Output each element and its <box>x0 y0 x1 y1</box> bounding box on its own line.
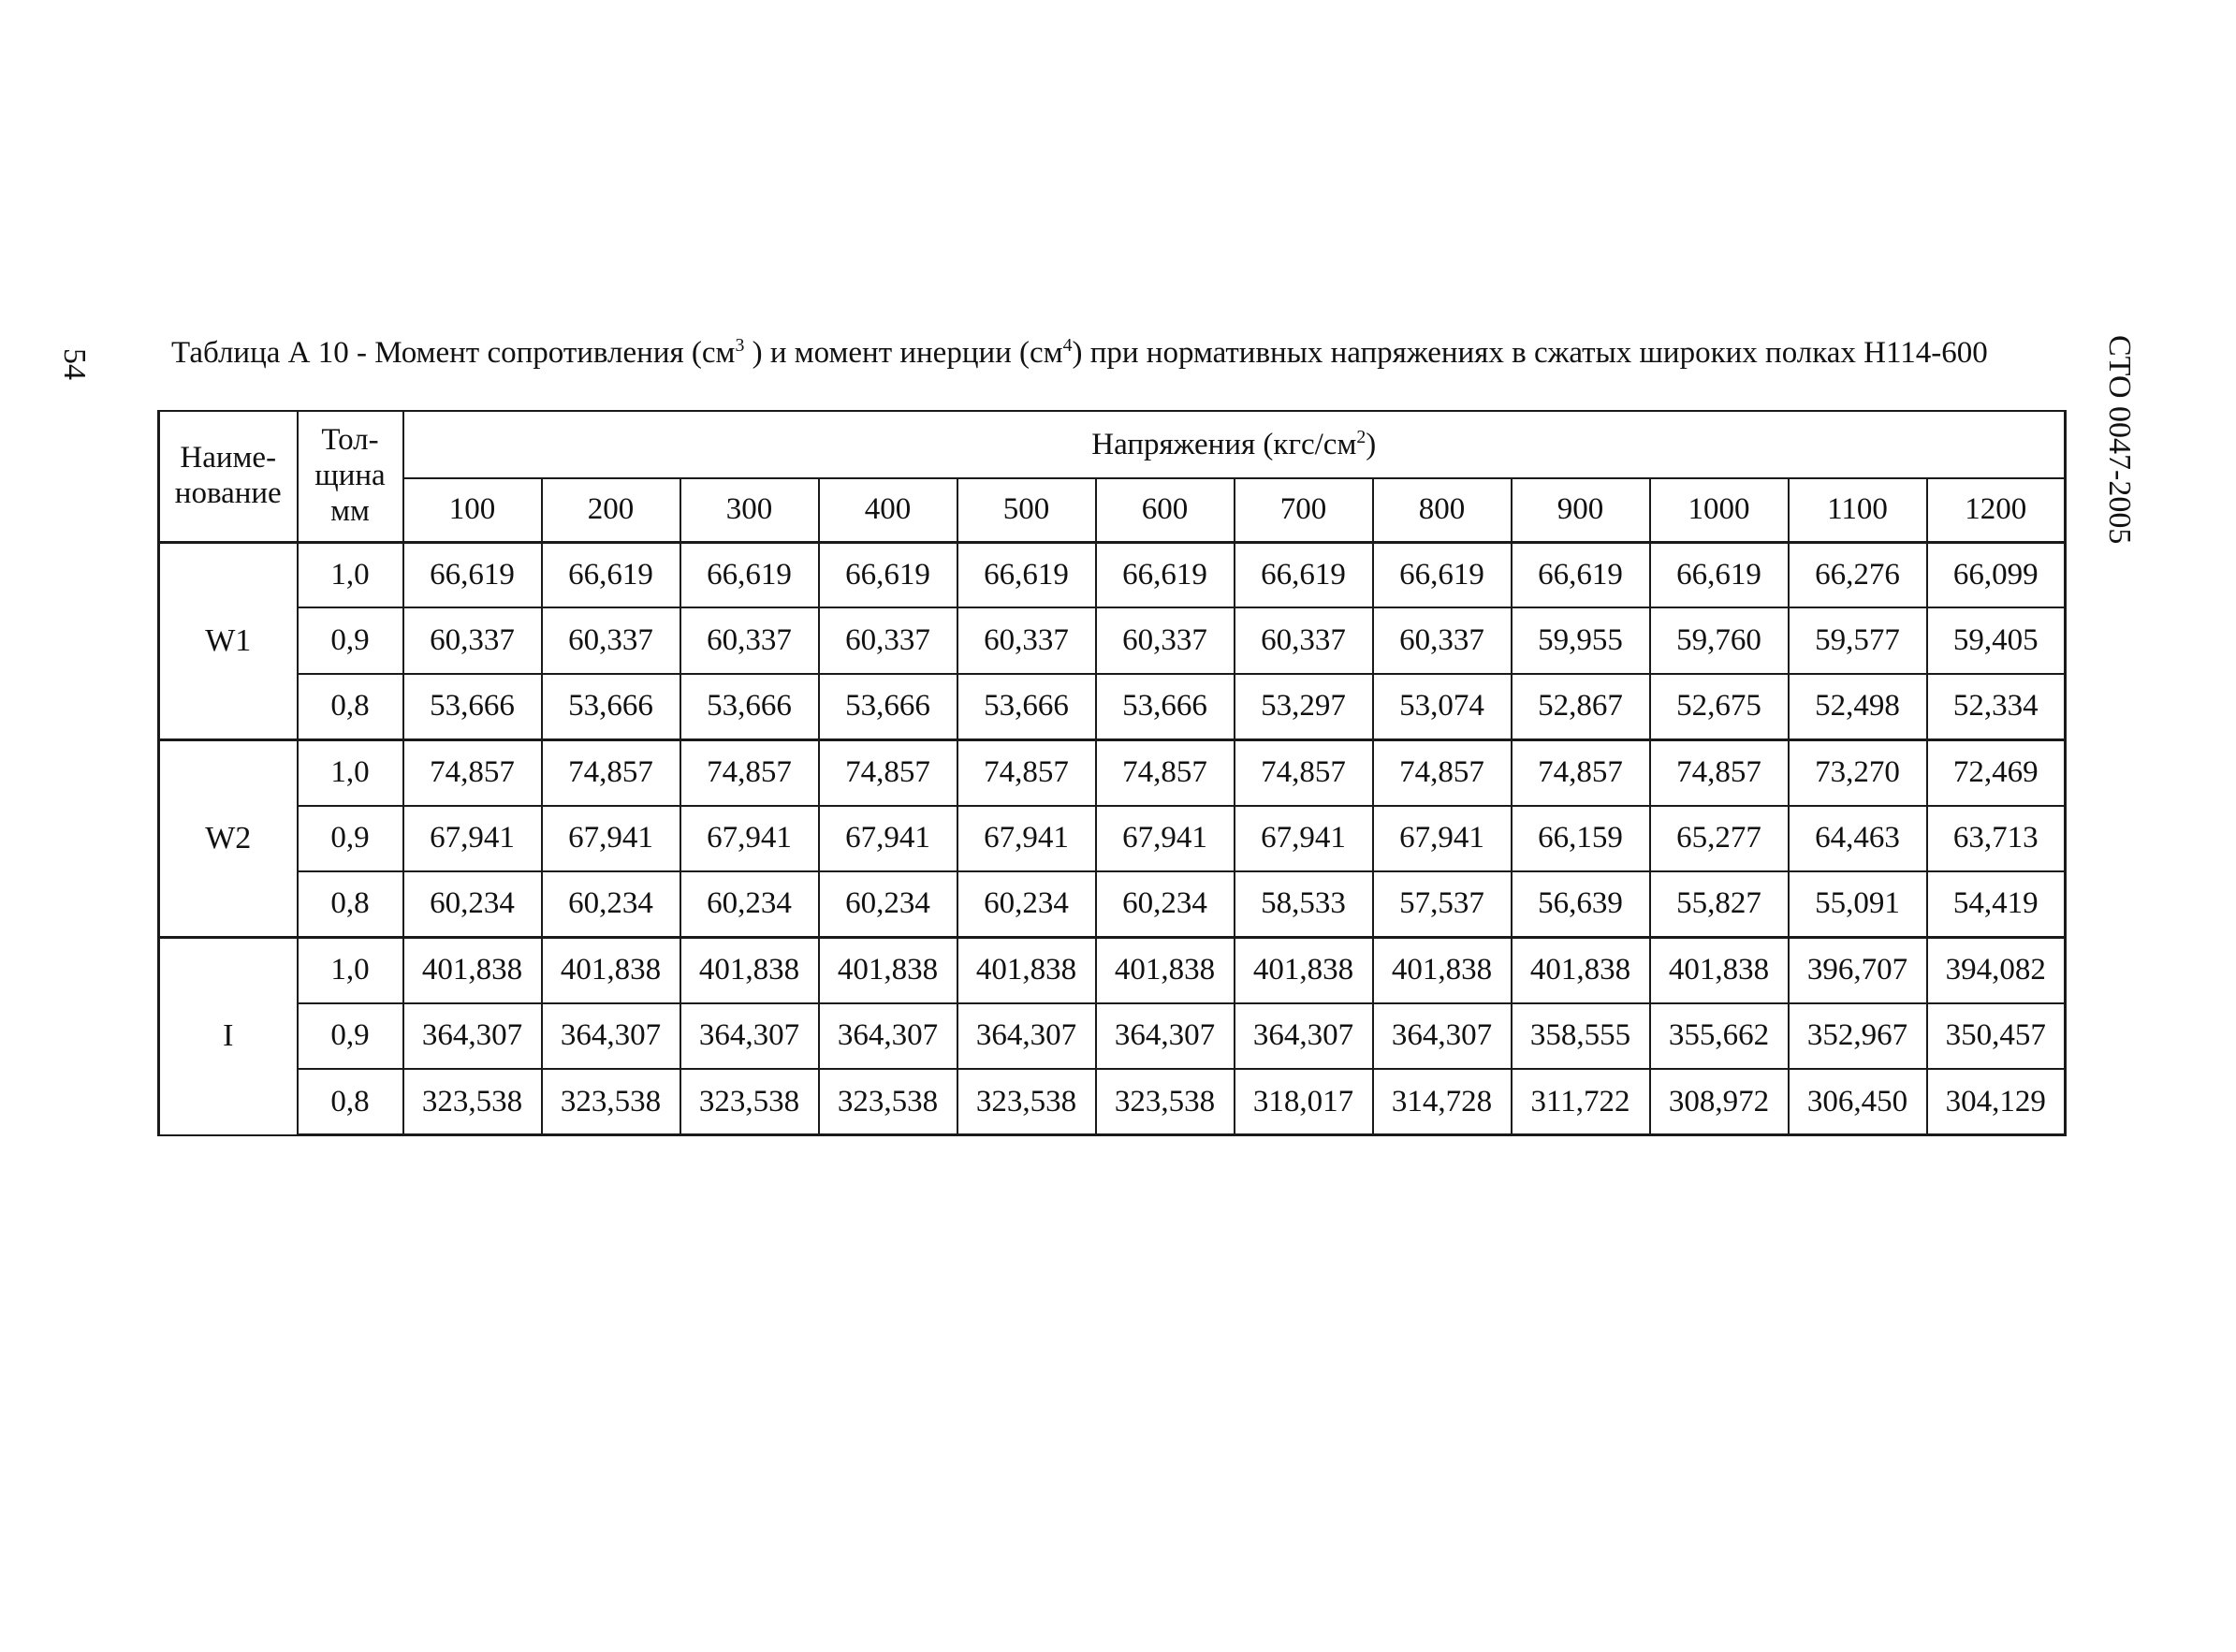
value-cell: 73,270 <box>1789 739 1927 805</box>
thickness-label-part3: мм <box>330 493 370 528</box>
value-cell: 350,457 <box>1927 1003 2066 1069</box>
value-cell: 66,619 <box>1650 542 1789 607</box>
group-name-cell: W1 <box>159 542 298 739</box>
value-cell: 401,838 <box>1512 937 1650 1002</box>
value-cell: 60,337 <box>542 607 680 673</box>
value-cell: 401,838 <box>1235 937 1373 1002</box>
value-cell: 53,666 <box>542 674 680 739</box>
value-cell: 401,838 <box>957 937 1096 1002</box>
stress-exponent: 2 <box>1356 426 1366 447</box>
value-cell: 394,082 <box>1927 937 2066 1002</box>
value-cell: 401,838 <box>403 937 542 1002</box>
value-cell: 52,867 <box>1512 674 1650 739</box>
value-cell: 323,538 <box>819 1069 957 1135</box>
value-cell: 401,838 <box>1096 937 1235 1002</box>
value-cell: 364,307 <box>680 1003 819 1069</box>
value-cell: 53,666 <box>680 674 819 739</box>
value-cell: 306,450 <box>1789 1069 1927 1135</box>
value-cell: 67,941 <box>819 806 957 871</box>
stress-moment-table <box>157 410 2067 1136</box>
value-cell: 396,707 <box>1789 937 1927 1002</box>
caption-exponent-2: 4 <box>1062 335 1073 356</box>
value-cell: 66,099 <box>1927 542 2066 607</box>
value-cell: 323,538 <box>403 1069 542 1135</box>
value-cell: 60,337 <box>680 607 819 673</box>
value-cell: 308,972 <box>1650 1069 1789 1135</box>
value-cell: 67,941 <box>403 806 542 871</box>
thickness-cell: 0,8 <box>298 1069 403 1135</box>
value-cell: 74,857 <box>957 739 1096 805</box>
table-header <box>159 411 2066 542</box>
value-cell: 323,538 <box>957 1069 1096 1135</box>
value-cell: 66,619 <box>957 542 1096 607</box>
value-cell: 304,129 <box>1927 1069 2066 1135</box>
thickness-cell: 0,8 <box>298 871 403 937</box>
value-cell: 60,234 <box>542 871 680 937</box>
value-cell: 67,941 <box>1373 806 1512 871</box>
value-cell: 66,619 <box>819 542 957 607</box>
value-cell: 74,857 <box>1650 739 1789 805</box>
value-cell: 74,857 <box>1373 739 1512 805</box>
value-cell: 74,857 <box>1235 739 1373 805</box>
stress-column-header: 700 <box>1235 478 1373 542</box>
name-column-header <box>159 411 298 542</box>
table-row <box>159 937 2066 1002</box>
table-row <box>159 607 2066 673</box>
value-cell: 54,419 <box>1927 871 2066 937</box>
value-cell: 57,537 <box>1373 871 1512 937</box>
value-cell: 52,675 <box>1650 674 1789 739</box>
value-cell: 67,941 <box>680 806 819 871</box>
value-cell: 59,760 <box>1650 607 1789 673</box>
value-cell: 60,234 <box>403 871 542 937</box>
value-cell: 401,838 <box>819 937 957 1002</box>
value-cell: 60,234 <box>957 871 1096 937</box>
value-cell: 74,857 <box>403 739 542 805</box>
value-cell: 74,857 <box>1512 739 1650 805</box>
value-cell: 323,538 <box>1096 1069 1235 1135</box>
table-row <box>159 806 2066 871</box>
value-cell: 66,619 <box>1373 542 1512 607</box>
value-cell: 314,728 <box>1373 1069 1512 1135</box>
group-name-cell: I <box>159 937 298 1134</box>
value-cell: 59,577 <box>1789 607 1927 673</box>
stress-column-header: 1100 <box>1789 478 1927 542</box>
value-cell: 66,619 <box>680 542 819 607</box>
value-cell: 74,857 <box>680 739 819 805</box>
value-cell: 56,639 <box>1512 871 1650 937</box>
table-row <box>159 1069 2066 1135</box>
value-cell: 355,662 <box>1650 1003 1789 1069</box>
thickness-cell: 1,0 <box>298 937 403 1002</box>
value-cell: 401,838 <box>680 937 819 1002</box>
caption-middle: ) и момент инерции (см <box>752 336 1063 370</box>
stress-column-header: 400 <box>819 478 957 542</box>
value-cell: 55,827 <box>1650 871 1789 937</box>
thickness-cell: 0,9 <box>298 607 403 673</box>
stress-label: Напряжения (кгс/см <box>1091 427 1357 461</box>
value-cell: 60,234 <box>819 871 957 937</box>
value-cell: 364,307 <box>542 1003 680 1069</box>
value-cell: 53,666 <box>403 674 542 739</box>
stress-column-header: 300 <box>680 478 819 542</box>
thickness-label-part1: Тол- <box>321 422 379 457</box>
value-cell: 364,307 <box>1096 1003 1235 1069</box>
value-cell: 66,619 <box>542 542 680 607</box>
value-cell: 67,941 <box>957 806 1096 871</box>
thickness-cell: 1,0 <box>298 542 403 607</box>
value-cell: 66,619 <box>1096 542 1235 607</box>
value-cell: 60,234 <box>1096 871 1235 937</box>
value-cell: 60,337 <box>819 607 957 673</box>
value-cell: 60,337 <box>957 607 1096 673</box>
stress-values-row <box>159 478 2066 542</box>
stress-column-header: 500 <box>957 478 1096 542</box>
value-cell: 67,941 <box>542 806 680 871</box>
stress-column-header: 200 <box>542 478 680 542</box>
value-cell: 364,307 <box>819 1003 957 1069</box>
thickness-cell: 1,0 <box>298 739 403 805</box>
value-cell: 60,234 <box>680 871 819 937</box>
value-cell: 72,469 <box>1927 739 2066 805</box>
value-cell: 59,955 <box>1512 607 1650 673</box>
value-cell: 74,857 <box>542 739 680 805</box>
value-cell: 66,619 <box>403 542 542 607</box>
value-cell: 323,538 <box>680 1069 819 1135</box>
stress-column-header: 1200 <box>1927 478 2066 542</box>
caption-suffix: ) при нормативных напряжениях в сжатых широких полках Н114-600 <box>1072 336 1988 370</box>
value-cell: 364,307 <box>1235 1003 1373 1069</box>
value-cell: 66,619 <box>1512 542 1650 607</box>
value-cell: 66,619 <box>1235 542 1373 607</box>
value-cell: 364,307 <box>957 1003 1096 1069</box>
value-cell: 65,277 <box>1650 806 1789 871</box>
table-row <box>159 674 2066 739</box>
table-row <box>159 739 2066 805</box>
value-cell: 53,666 <box>819 674 957 739</box>
value-cell: 364,307 <box>1373 1003 1512 1069</box>
stress-close: ) <box>1366 427 1377 461</box>
value-cell: 60,337 <box>1235 607 1373 673</box>
thickness-cell: 0,9 <box>298 1003 403 1069</box>
stress-group-header <box>403 411 2066 478</box>
value-cell: 67,941 <box>1096 806 1235 871</box>
page-number: 54 <box>57 348 92 380</box>
value-cell: 53,666 <box>1096 674 1235 739</box>
value-cell: 318,017 <box>1235 1069 1373 1135</box>
thickness-cell: 0,8 <box>298 674 403 739</box>
value-cell: 59,405 <box>1927 607 2066 673</box>
value-cell: 60,337 <box>403 607 542 673</box>
name-label-part2: нование <box>174 475 282 510</box>
value-cell: 53,666 <box>957 674 1096 739</box>
value-cell: 60,337 <box>1373 607 1512 673</box>
value-cell: 364,307 <box>403 1003 542 1069</box>
value-cell: 74,857 <box>819 739 957 805</box>
stress-column-header: 900 <box>1512 478 1650 542</box>
table-row <box>159 871 2066 937</box>
value-cell: 64,463 <box>1789 806 1927 871</box>
value-cell: 352,967 <box>1789 1003 1927 1069</box>
name-label-part1: Наиме- <box>180 440 277 475</box>
stress-column-header: 100 <box>403 478 542 542</box>
value-cell: 53,074 <box>1373 674 1512 739</box>
value-cell: 52,498 <box>1789 674 1927 739</box>
stress-column-header: 600 <box>1096 478 1235 542</box>
stress-column-header: 1000 <box>1650 478 1789 542</box>
value-cell: 58,533 <box>1235 871 1373 937</box>
document-code: СТО 0047-2005 <box>2102 335 2137 545</box>
value-cell: 60,337 <box>1096 607 1235 673</box>
caption-exponent-1: 3 <box>735 335 745 356</box>
value-cell: 401,838 <box>1650 937 1789 1002</box>
value-cell: 66,159 <box>1512 806 1650 871</box>
group-name-cell: W2 <box>159 739 298 937</box>
value-cell: 66,276 <box>1789 542 1927 607</box>
value-cell: 401,838 <box>1373 937 1512 1002</box>
table-body <box>159 542 2066 1135</box>
value-cell: 401,838 <box>542 937 680 1002</box>
thickness-cell: 0,9 <box>298 806 403 871</box>
value-cell: 55,091 <box>1789 871 1927 937</box>
value-cell: 52,334 <box>1927 674 2066 739</box>
value-cell: 53,297 <box>1235 674 1373 739</box>
caption-prefix: Таблица А 10 - Момент сопротивления (см <box>171 336 736 370</box>
stress-column-header: 800 <box>1373 478 1512 542</box>
value-cell: 67,941 <box>1235 806 1373 871</box>
table-row <box>159 1003 2066 1069</box>
thickness-column-header <box>298 411 403 542</box>
thickness-label-part2: щина <box>314 458 386 492</box>
value-cell: 323,538 <box>542 1069 680 1135</box>
value-cell: 358,555 <box>1512 1003 1650 1069</box>
value-cell: 63,713 <box>1927 806 2066 871</box>
value-cell: 74,857 <box>1096 739 1235 805</box>
table-caption <box>171 335 1988 371</box>
table-row <box>159 542 2066 607</box>
value-cell: 311,722 <box>1512 1069 1650 1135</box>
